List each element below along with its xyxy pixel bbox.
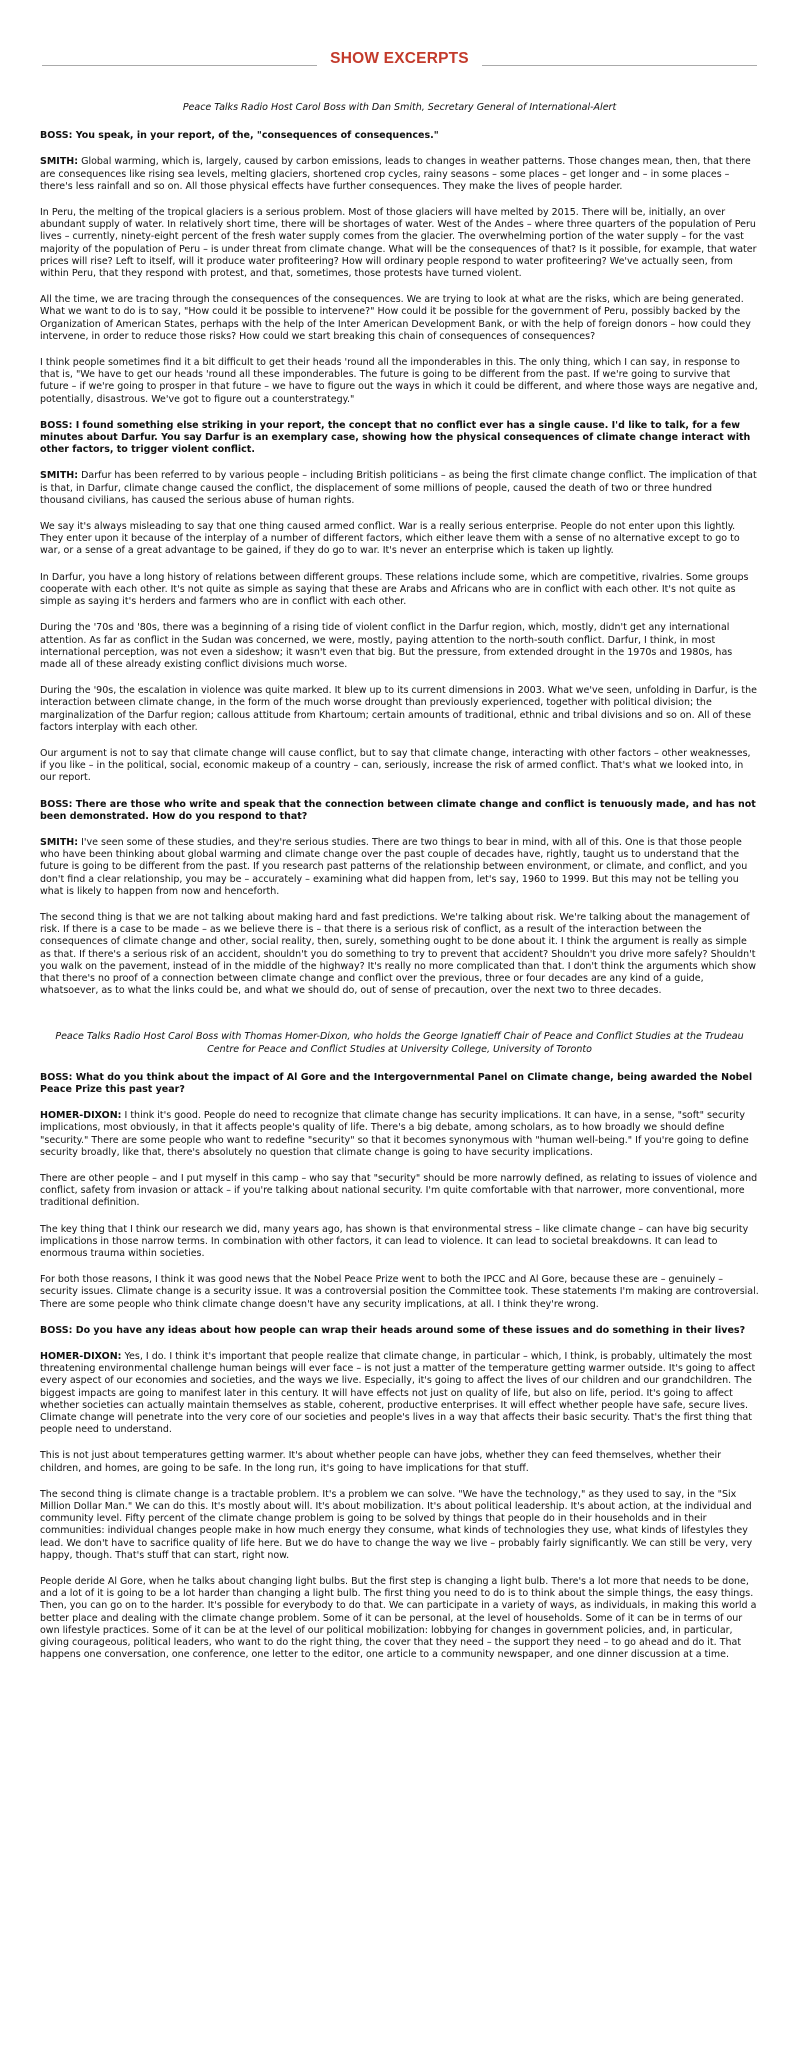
speaker-label: BOSS: xyxy=(40,1324,73,1336)
paragraph-text: This is not just about temperatures getting warmer. It's about whether people can have jobs, whether they can feed themselves, whether their children, and homes, are going to be safe. In the long run, it's going to have implications for that stuff. xyxy=(40,1450,721,1474)
paragraph-text: Yes, I do. I think it's important that people realize that climate change, in particular – which, I think, is probably, ultimately the most threatening environmental challenge human beings will ever face – is not just a matter of the temperature getting warmer outside. It's going to affect every aspect of our economies and societies, and the ways we live. Especially, it's going to affect the lives of our children and our grandchildren. The biggest impacts are going to manifest later in this century. It will have effects not just on quality of life, but also on life, period. It's going to affect whether societies can actually maintain themselves as stable, coherent, productive enterprises. It will effect whether people have safe, secure lives. Climate change will penetrate into the very core of our societies and people's lives in a way that affects their basic security. That's the first thing that people need to understand. xyxy=(40,1351,756,1436)
answer-paragraph xyxy=(40,1224,759,1261)
paragraph-text: What do you think about the impact of Al Gore and the Intergovernmental Panel on Climate change, being awarded the Nobel Peace Prize this past year? xyxy=(40,1071,753,1095)
paragraph-text: The key thing that I think our research we did, many years ago, has shown is that environmental stress – like climate change – can have big security implications in those narrow terms. In combination with other factors, it can lead to violence. It can lead to societal breakdowns. It can lead to enormous trauma within societies. xyxy=(40,1223,749,1260)
answer-paragraph xyxy=(40,1173,759,1210)
answer-paragraph xyxy=(40,837,759,898)
paragraph-text: For both those reasons, I think it was good news that the Nobel Peace Prize went to both the IPCC and Al Gore, because these are – genuinely – security issues. Climate change is a security issue. It was a controversial position the Committee took. These statements I'm making are controversial. There are some people who think climate change doesn't have any security implications, at all. I think they're wrong. xyxy=(40,1274,759,1310)
excerpts-content xyxy=(40,102,759,1662)
answer-paragraph xyxy=(40,748,759,785)
paragraph-text: I think people sometimes find it a bit difficult to get their heads 'round all the imponderables in this. The only thing, which I can say, in response to that is, "We have to get our heads 'round all these imponderables. The future is going to be different from the past. If we're going to survive that future – if we're going to prosper in that future – we have to figure out the ways in which it could be different, and where those ways are negative and, potentially, disastrous. We've got to figure out a counterstrategy." xyxy=(40,357,758,405)
paragraph-text: Do you have any ideas about how people can wrap their heads around some of these issues and do something in their lives? xyxy=(75,1324,746,1336)
answer-paragraph xyxy=(40,1351,759,1436)
section-2-transcript xyxy=(40,1072,759,1662)
answer-paragraph xyxy=(40,294,759,343)
answer-paragraph xyxy=(40,470,759,507)
page-header xyxy=(40,50,759,84)
section-2-intro: Peace Talks Radio Host Carol Boss with Thomas Homer-Dixon, who holds the George Ignatieff Chair of Peace and Conflict Studies at the Trudeau Centre for Peace and Conflict Studies at University College, University of Toronto xyxy=(55,1031,744,1055)
paragraph-text: I found something else striking in your report, the concept that no conflict ever has a single cause. I'd like to talk, for a few minutes about Darfur. You say Darfur is an exemplary case, showing how the physical consequences of climate change interact with other factors, to trigger violent conflict. xyxy=(40,419,751,456)
paragraph-text: Darfur has been referred to by various people – including British politicians – as being the first climate change conflict. The implication of that is that, in Darfur, climate change caused the conflict, the displacement of some millions of people, caused the death of two or three hundred thousand civilians, has caused the serious abuse of human rights. xyxy=(40,470,757,506)
section-1-intro: Peace Talks Radio Host Carol Boss with Dan Smith, Secretary General of International-Alert xyxy=(182,102,617,113)
paragraph-text: Our argument is not to say that climate change will cause conflict, but to say that climate change, interacting with other factors – other weaknesses, if you like – in the political, social, economic makeup of a country – can, seriously, increase the risk of armed conflict. That's what we looked into, in our report. xyxy=(40,747,751,784)
speaker-label: BOSS: xyxy=(40,798,73,810)
answer-paragraph xyxy=(40,156,759,193)
paragraph-text: In Peru, the melting of the tropical glaciers is a serious problem. Most of those glaciers will have melted by 2015. There will be, initially, an over abundant supply of water. In relatively short time, there will be shortages of water. West of the Andes – where three quarters of the population of Peru lives – currently, ninety-eight percent of the fresh water supply comes from the glacier. The overwhelming portion of the water supply – for the vast majority of the population of Peru – is under threat from climate change. What will be the consequences of that? Is it possible, for example, that water prices will rise? Left to itself, will it produce water profiteering? How will ordinary people respond to water profiteering? We've actually seen, from within Peru, that they respond with protest, and that, sometimes, those protests have turned violent. xyxy=(40,207,757,280)
paragraph-text: The second thing is climate change is a tractable problem. It's a problem we can solve. "We have the technology," as they used to say, in the "Six Million Dollar Man." We can do this. It's mostly about will. It's about mobilization. It's about political leadership. It's about action, at the individual and community level. Fifty percent of the climate change problem is going to be solved by things that people do in their households and in their communities: individual changes people make in how much energy they consume, what kinds of technologies they use, what kinds of lifestyles they lead. We don't have to sacrifice quality of life here. But we do have to change the way we live – probably fairly significantly. We can still be very, very happy, though. That's stuff that can start, right now. xyxy=(40,1488,753,1561)
question-paragraph xyxy=(40,420,759,457)
answer-paragraph xyxy=(40,207,759,280)
question-paragraph xyxy=(40,1072,759,1096)
paragraph-text: People deride Al Gore, when he talks about changing light bulbs. But the first step is changing a light bulb. There's a lot more that needs to be done, and a lot of it is going to be a lot harder than changing a light bulb. The first thing you need to do is to think about the simple things, the easy things. Then, you can go on to the harder. It's possible for everybody to do that. We can participate in a variety of ways, as individuals, in making this world a better place and dealing with the climate change problem. Some of it can be personal, at the level of households. Some of it can be in terms of our own lifestyle practices. Some of it can be at the level of our political mobilization: lobbying for changes in government policies, and, in particular, giving courageous, political leaders, who want to do the right thing, the cover that they need – the support they need – to go ahead and do it. That happens one conversation, one conference, one letter to the editor, one article to a community newspaper, and one dinner discussion at a time. xyxy=(40,1576,757,1661)
answer-paragraph xyxy=(40,1110,759,1159)
paragraph-text: You speak, in your report, of the, "consequences of consequences." xyxy=(75,130,439,142)
paragraph-text: The second thing is that we are not talking about making hard and fast predictions. We're talking about risk. We're talking about the management of risk. If there is a case to be made – as we believe there is – that there is a serious risk of conflict, as a result of the interaction between the consequences of climate change and other, social reality, then, surely, something ought to be done about it. I think the argument is really as simple as that. If there's a serious risk of an accident, shouldn't you do something to try to prevent that accident? Shouldn't you drive more safely? Shouldn't you walk on the pavement, instead of in the middle of the highway? It's really no more complicated than that. I don't think the arguments which show that there's no proof of a connection between climate change and conflict over the previous, three or four decades are any kind of a guide, whatsoever, as to what the links could be, and what we should do, out of sense of precaution, over the next two to three decades. xyxy=(40,911,756,997)
answer-paragraph xyxy=(40,521,759,558)
speaker-label: BOSS: xyxy=(40,1071,73,1083)
answer-paragraph xyxy=(40,1576,759,1661)
paragraph-text: I think it's good. People do need to recognize that climate change has security implications. It can have, in a sense, "soft" security implications, most obviously, in that it affects people's quality of life. There's a big debate, among scholars, as to how broadly we should define "security." There are some people who want to redefine "security" so that it becomes synonymous with "human well-being." If you're going to define security broadly, like that, there's absolutely no question that climate change is going to have security implications. xyxy=(40,1110,749,1158)
answer-paragraph xyxy=(40,685,759,734)
page-title: SHOW EXCERPTS xyxy=(330,50,469,67)
answer-paragraph xyxy=(40,1450,759,1474)
speaker-label: SMITH: xyxy=(40,470,79,482)
section-1-transcript xyxy=(40,130,759,997)
paragraph-text: All the time, we are tracing through the consequences of the consequences. We are trying to look at what are the risks, which are being generated. What we want to do is to say, "How could it be possible to intervene?" How could it be possible for the government of Peru, possibly backed by the Organization of American States, perhaps with the help of the Inter American Development Bank, or with the help of foreign donors – how could they intervene, in order to reduce those risks? How could we start breaking this chain of consequences of consequences? xyxy=(40,294,751,342)
answer-paragraph xyxy=(40,912,759,997)
answer-paragraph xyxy=(40,357,759,406)
answer-paragraph xyxy=(40,572,759,609)
answer-paragraph xyxy=(40,1489,759,1562)
answer-paragraph xyxy=(40,1274,759,1311)
speaker-label: HOMER-DIXON: xyxy=(40,1351,122,1363)
paragraph-text: I've seen some of these studies, and they're serious studies. There are two things to bear in mind, with all of this. One is that those people who have been thinking about global warming and climate change over the past couple of decades have, rightly, taught us to understand that the future is going to be different from the past. If you research past patterns of the relationship between environment, or climate, and conflict, and you don't find a clear relationship, you may be – accurately – examining what did happen from, let's say, 1960 to 1999. But this may not be telling you what is likely to happen from now and henceforth. xyxy=(40,836,748,897)
speaker-label: HOMER-DIXON: xyxy=(40,1110,122,1122)
question-paragraph xyxy=(40,1325,759,1337)
speaker-label: BOSS: xyxy=(40,419,73,431)
speaker-label: BOSS: xyxy=(40,130,73,142)
paragraph-text: Global warming, which is, largely, caused by carbon emissions, leads to changes in weather patterns. Those changes mean, then, that there are consequences like rising sea levels, melting glaciers, shortened crop cycles, rainy seasons – some places – get longer and – in some places – there's less rainfall and so on. All those physical effects have further consequences. They make the lives of people harder. xyxy=(40,156,751,192)
paragraph-text: In Darfur, you have a long history of relations between different groups. These relations include some, which are competitive, rivalries. Some groups cooperate with each other. It's not quite as simple as saying that these are Arabs and Africans who are in conflict with each other. It's not quite as simple as saying it's herders and farmers who are in conflict with each other. xyxy=(40,571,749,608)
paragraph-text: We say it's always misleading to say that one thing caused armed conflict. War is a really serious enterprise. People do not enter upon this lightly. They enter upon it because of the interplay of a number of different factors, which either leave them with a sense of no alternative except to go to war, or a sense of a great advantage to be gained, if they do go to war. It's never an enterprise which is taken up lightly. xyxy=(40,521,740,557)
speaker-label: SMITH: xyxy=(40,836,79,848)
paragraph-text: There are those who write and speak that the connection between climate change and conflict is tenuously made, and has not been demonstrated. How do you respond to that? xyxy=(40,798,756,822)
header-rule-right xyxy=(482,65,757,66)
question-paragraph xyxy=(40,130,759,142)
paragraph-text: During the '70s and '80s, there was a beginning of a rising tide of violent conflict in the Darfur region, which, mostly, didn't get any international attention. As far as conflict in the Sudan was concerned, we were, mostly, paying attention to the north-south conflict. Darfur, I think, in most international perception, was not even a sideshow; it wasn't even that big. But the pressure, from extended drought in the 1970s and 1980s, has made all of these already existing conflict divisions much worse. xyxy=(40,622,733,670)
paragraph-text: During the '90s, the escalation in violence was quite marked. It blew up to its current dimensions in 2003. What we've seen, unfolding in Darfur, is the interaction between climate change, in the form of the much worse drought than previously experienced, together with political division; the marginalization of the Darfur region; callous attitude from Khartoum; certain amounts of traditional, ethnic and tribal divisions and so on. All of these factors interplay with each other. xyxy=(40,685,758,733)
speaker-label: SMITH: xyxy=(40,156,79,168)
question-paragraph xyxy=(40,799,759,823)
paragraph-text: There are other people – and I put myself in this camp – who say that "security" should be more narrowly defined, as relating to issues of violence and conflict, safety from invasion or attack – if you're talking about national security. I'm quite comfortable with that narrower, more conventional, more traditional definition. xyxy=(40,1173,758,1209)
answer-paragraph xyxy=(40,622,759,671)
